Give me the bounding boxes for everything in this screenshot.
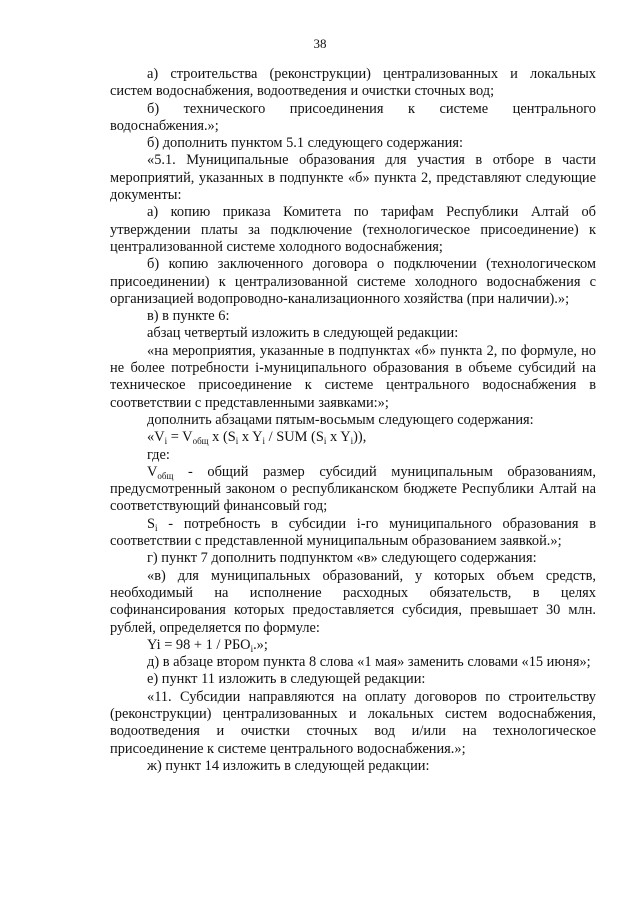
page-number: 38 bbox=[313, 36, 327, 51]
formula-yi: $Yi = 98 + 1 / РБО_i$.»; bbox=[147, 636, 268, 654]
definition-s: $S_i$ - потребность в субсидии i-го муниципального образования в соответствии с представленной муниципальным образованием заявкой.»; bbox=[110, 515, 596, 550]
paragraph: а) строительства (реконструкции) централизованных и локальных систем водоснабжения, водоотведения и очистки сточных вод; bbox=[110, 66, 596, 100]
paragraph: д) в абзаце втором пункта 8 слова «1 мая» заменить словами «15 июня»; bbox=[147, 654, 591, 671]
paragraph: г) пункт 7 дополнить подпунктом «в» следующего содержания: bbox=[147, 550, 537, 567]
document-body bbox=[110, 66, 596, 775]
paragraph: а) копию приказа Комитета по тарифам Республики Алтай об утверждении платы за подключение (технологическое присоединение) к централизованной системе холодного водоснабжения; bbox=[110, 204, 596, 255]
paragraph: в) в пункте 6: bbox=[147, 308, 230, 325]
formula-subsidy: «$V_i = V_{общ}$ x ($S_i$ x $Y_i$ / SUM ($S_i$ x $Y_i$)), bbox=[147, 429, 367, 447]
paragraph: «в) для муниципальных образований, у которых объем средств, необходимый на исполнение расходных обязательств, в целях софинансирования которых предоставляется субсидия, превышает 30 млн. рублей, определяется по формуле: bbox=[110, 567, 596, 636]
paragraph: «11. Субсидии направляются на оплату договоров по строительству (реконструкции) централизованных и локальных систем водоснабжения, водоотведения и очистки сточных вод и/или на технологическое присоединение к системе центрального водоснабжения.»; bbox=[110, 688, 596, 757]
paragraph: б) дополнить пунктом 5.1 следующего содержания: bbox=[147, 135, 463, 152]
paragraph: дополнить абзацами пятым-восьмым следующего содержания: bbox=[147, 411, 534, 428]
where-label: где: bbox=[147, 446, 170, 463]
paragraph: б) копию заключенного договора о подключении (технологическом присоединении) к централизованной системе холодного водоснабжения с организацией водопроводно-канализационного хозяйства (при наличии).»; bbox=[110, 256, 596, 307]
paragraph: «5.1. Муниципальные образования для участия в отборе в части мероприятий, указанных в подпункте «б» пункта 2, представляют следующие документы: bbox=[110, 152, 596, 204]
definition-v: $V_{общ}$ - общий размер субсидий муниципальным образованиям, предусмотренный законом о республиканском бюджете Республики Алтай на соответствующий финансовый год; bbox=[110, 463, 596, 515]
paragraph: «на мероприятия, указанные в подпунктах «б» пункта 2, по формуле, но не более потребности i-муниципального образования в объеме субсидий на техническое присоединение к системе центрального водоснабжения в соответствии с представленными заявками:»; bbox=[110, 342, 596, 411]
paragraph: б) технического присоединения к системе центрального водоснабжения.»; bbox=[110, 100, 596, 134]
paragraph: е) пункт 11 изложить в следующей редакции: bbox=[147, 671, 426, 688]
paragraph: абзац четвертый изложить в следующей редакции: bbox=[147, 325, 459, 342]
paragraph: ж) пункт 14 изложить в следующей редакции: bbox=[147, 757, 430, 774]
